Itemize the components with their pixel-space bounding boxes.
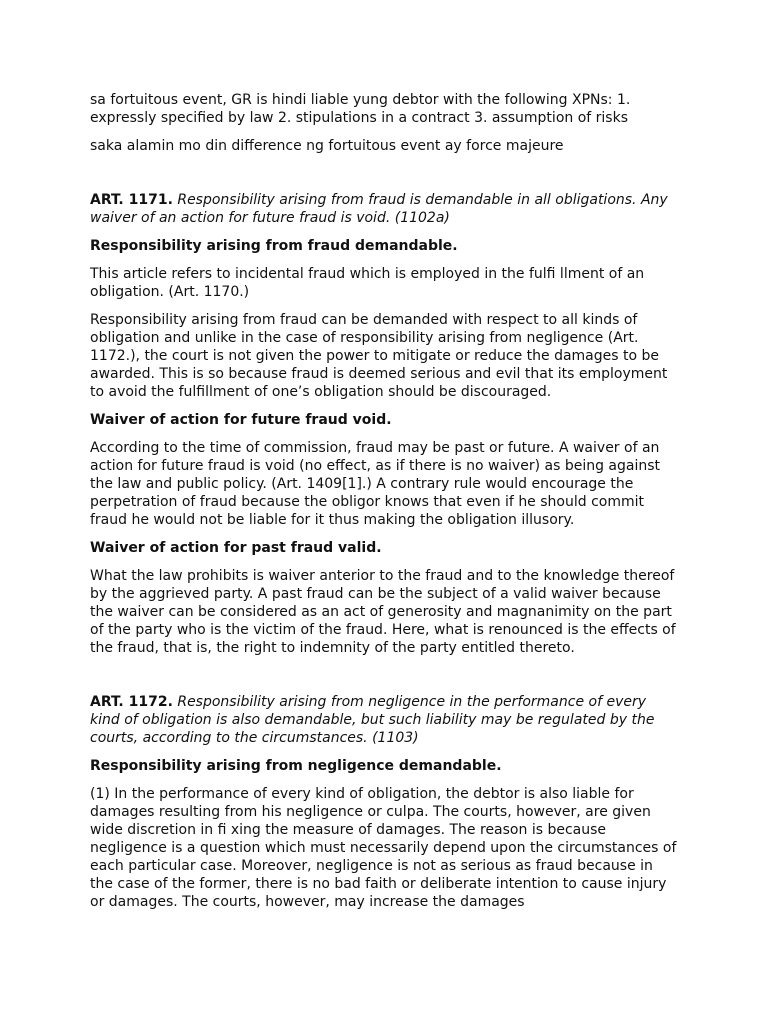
paragraph-incidental-fraud: This article refers to incidental fraud which is employed in the fulfi llment of an obligation. (Art. 1170.) bbox=[90, 266, 645, 300]
heading-negligence-demandable: Responsibility arising from negligence demandable. bbox=[90, 758, 502, 774]
note-force-majeure: saka alamin mo din difference ng fortuitous event ay force majeure bbox=[90, 138, 564, 154]
paragraph-negligence: (1) In the performance of every kind of obligation, the debtor is also liable for damages resulting from his negligence or culpa. The courts, however, are given wide discretion in fi xing the measure of damages. The reason is because negligence is a question which must necessarily depend upon the circumstances of each particular case. Moreover, negligence is not as serious as fraud because in the case of the former, there is no bad faith or deliberate intention to cause injury or damages. The courts, however, may increase the damages bbox=[90, 786, 677, 910]
article-1172-number: ART. 1172. bbox=[90, 694, 173, 710]
article-1171 bbox=[90, 191, 680, 227]
paragraph-fraud-all-obligations: Responsibility arising from fraud can be demanded with respect to all kinds of obligation and unlike in the case of responsibility arising from negligence (Art. 1172.), the court is not given the power to mitigate or reduce the damages to be awarded. This is so because fraud is deemed serious and evil that its employment to avoid the fulfillment of one’s obligation should be discouraged. bbox=[90, 312, 668, 400]
article-1171-text: Responsibility arising from fraud is demandable in all obligations. Any waiver of an action for future fraud is void. (1102a) bbox=[90, 192, 668, 226]
heading-past-fraud-valid: Waiver of action for past fraud valid. bbox=[90, 540, 382, 556]
paragraph-past-fraud: What the law prohibits is waiver anterior to the fraud and to the knowledge thereof by the aggrieved party. A past fraud can be the subject of a valid waiver because the waiver can be considered as an act of generosity and magnanimity on the part of the party who is the victim of the fraud. Here, what is renounced is the effects of the fraud, that is, the right to indemnity of the party entitled thereto. bbox=[90, 568, 676, 656]
heading-fraud-demandable: Responsibility arising from fraud demandable. bbox=[90, 238, 458, 254]
note-fortuitous-event: sa fortuitous event, GR is hindi liable yung debtor with the following XPNs: 1. expressly specified by law 2. stipulations in a contract 3. assumption of risks bbox=[90, 92, 631, 126]
paragraph-future-fraud: According to the time of commission, fraud may be past or future. A waiver of an action for future fraud is void (no effect, as if there is no waiver) as being against the law and public policy. (Art. 1409[1].) A contrary rule would encourage the perpetration of fraud because the obligor knows that even if he should commit fraud he would not be liable for it thus making the obligation illusory. bbox=[90, 440, 661, 528]
heading-future-fraud-void: Waiver of action for future fraud void. bbox=[90, 412, 392, 428]
article-1171-number: ART. 1171. bbox=[90, 192, 173, 208]
document-page bbox=[90, 91, 680, 921]
article-1172 bbox=[90, 693, 680, 747]
article-1172-text: Responsibility arising from negligence in the performance of every kind of obligation is also demandable, but such liability may be regulated by the courts, according to the circumstances. (1103) bbox=[90, 694, 655, 746]
